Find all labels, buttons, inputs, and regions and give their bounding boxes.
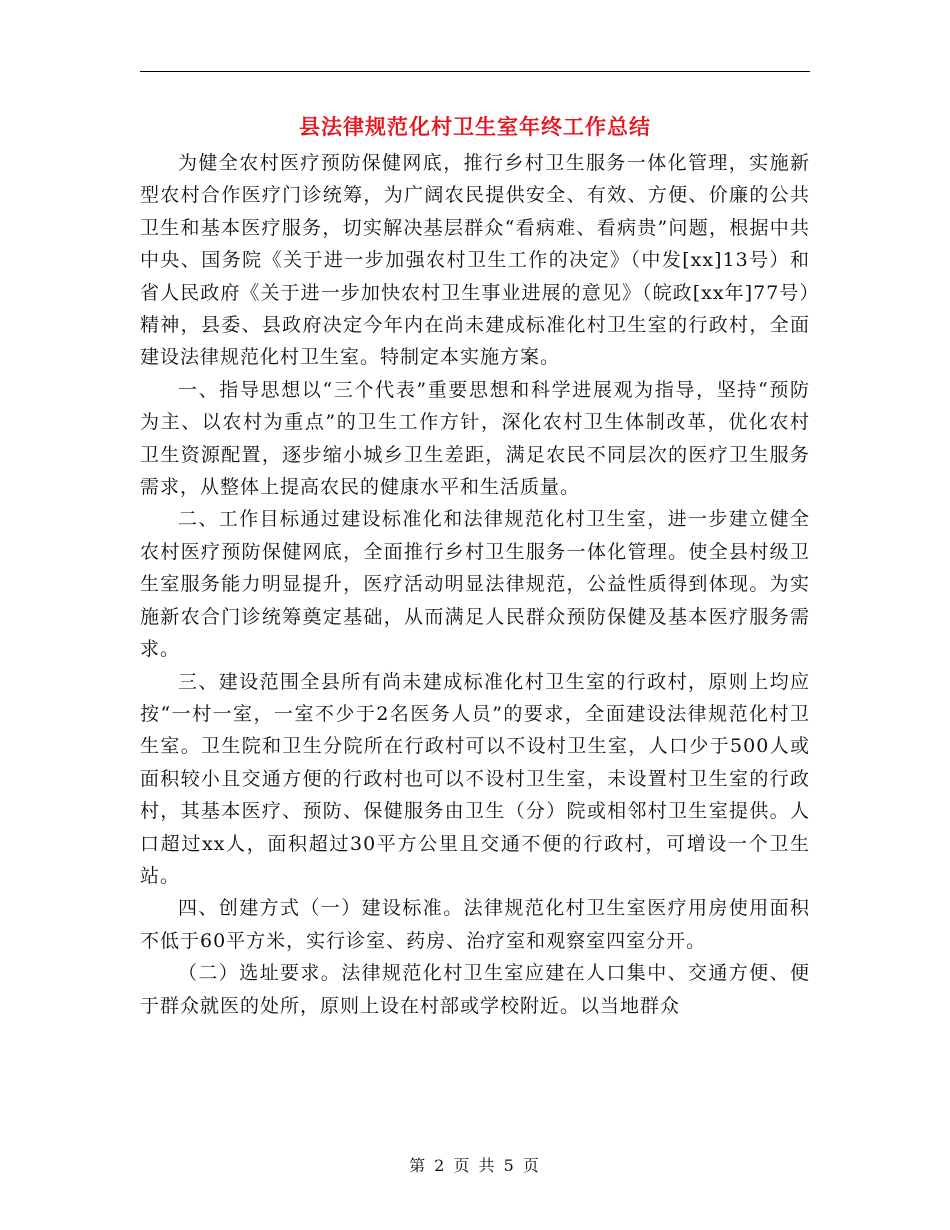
paragraph-scope: 三、建设范围全县所有尚未建成标准化村卫生室的行政村，原则上均应按“一村一室，一室不少于2名医务人员”的要求，全面建设法律规范化村卫生室。卫生院和卫生分院所在行政村可以不设村卫生室，人口少于500人或面积较小且交通方便的行政村也可以不设村卫生室，未设置村卫生室的行政村，其基本医疗、预防、保健服务由卫生（分）院或相邻村卫生室提供。人口超过xx人，面积超过30平方公里且交通不便的行政村，可增设一个卫生站。 [140,670,810,887]
paragraph-creation-method: 四、创建方式（一）建设标准。法律规范化村卫生室医疗用房使用面积不低于60平方米，实行诊室、药房、治疗室和观察室四室分开。 [140,897,810,952]
page-number: 第 2 页 共 5 页 [409,1156,541,1175]
document-body [140,147,810,1022]
paragraph-site-requirements: （二）选址要求。法律规范化村卫生室应建在人口集中、交通方便、便于群众就医的处所，原则上设在村部或学校附近。以当地群众 [140,962,810,1017]
paragraph-intro: 为健全农村医疗预防保健网底，推行乡村卫生服务一体化管理，实施新型农村合作医疗门诊统筹，为广阔农民提供安全、有效、方便、价廉的公共卫生和基本医疗服务，切实解决基层群众“看病难、看病贵”问题，根据中共中央、国务院《关于进一步加强农村卫生工作的决定》（中发[xx]13号）和省人民政府《关于进一步加快农村卫生事业进展的意见》（皖政[xx年]77号）精神，县委、县政府决定今年内在尚未建成标准化村卫生室的行政村，全面建设法律规范化村卫生室。特制定本实施方案。 [140,152,810,369]
header-rule [140,71,810,72]
paragraph-guiding-thought: 一、指导思想以“三个代表”重要思想和科学进展观为指导，坚持“预防为主、以农村为重点”的卫生工作方针，深化农村卫生体制改革，优化农村卫生资源配置，逐步缩小城乡卫生差距，满足农民不同层次的医疗卫生服务需求，从整体上提高农民的健康水平和生活质量。 [140,378,810,499]
document-title: 县法律规范化村卫生室年终工作总结 [299,114,651,139]
paragraph-work-goal: 二、工作目标通过建设标准化和法律规范化村卫生室，进一步建立健全农村医疗预防保健网底，全面推行乡村卫生服务一体化管理。使全县村级卫生室服务能力明显提升，医疗活动明显法律规范，公益性质得到体现。为实施新农合门诊统筹奠定基础，从而满足人民群众预防保健及基本医疗服务需求。 [140,508,810,661]
